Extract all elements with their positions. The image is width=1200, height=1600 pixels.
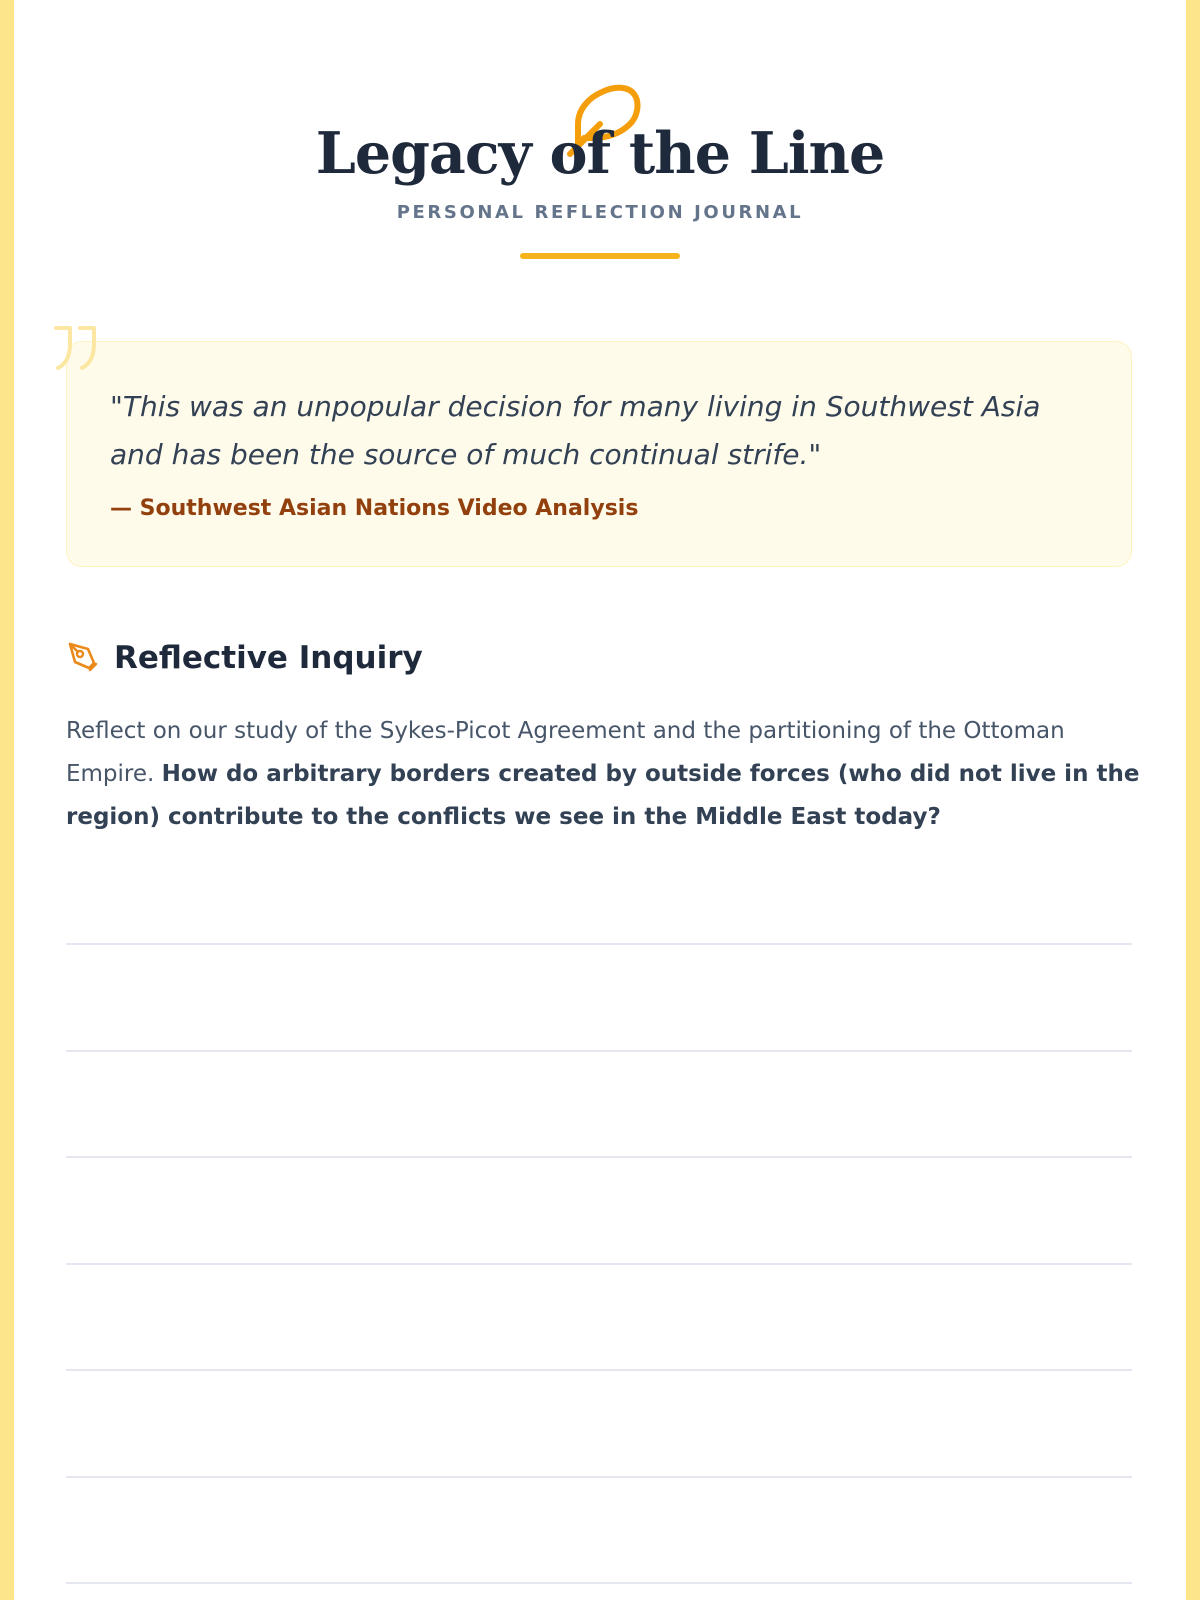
journal-page — [14, 0, 1186, 1600]
prompt-intro: Reflect on our study of the Sykes-Picot Agreement and the partitioning of the Ottoman Empire. — [66, 718, 1065, 787]
page-title: Legacy of the Line — [315, 120, 885, 187]
writing-line — [66, 1263, 1132, 1265]
writing-area[interactable] — [66, 0, 1132, 1600]
writing-line — [66, 1582, 1132, 1584]
writing-line — [66, 1369, 1132, 1371]
quote-text: "This was an unpopular decision for many living in Southwest Asia and has been the source of much continual strife." — [110, 390, 1041, 471]
writing-line — [66, 1156, 1132, 1158]
quote-attribution: — Southwest Asian Nations Video Analysis — [110, 496, 639, 521]
writing-line — [66, 1476, 1132, 1478]
section-heading: Reflective Inquiry — [114, 640, 423, 676]
writing-line — [66, 943, 1132, 945]
prompt-question: How do arbitrary borders created by outside forces (who did not live in the region) contribute to the conflicts we see in the Middle East today? — [66, 761, 1140, 830]
page-subtitle: PERSONAL REFLECTION JOURNAL — [396, 202, 804, 223]
writing-line — [66, 1050, 1132, 1052]
